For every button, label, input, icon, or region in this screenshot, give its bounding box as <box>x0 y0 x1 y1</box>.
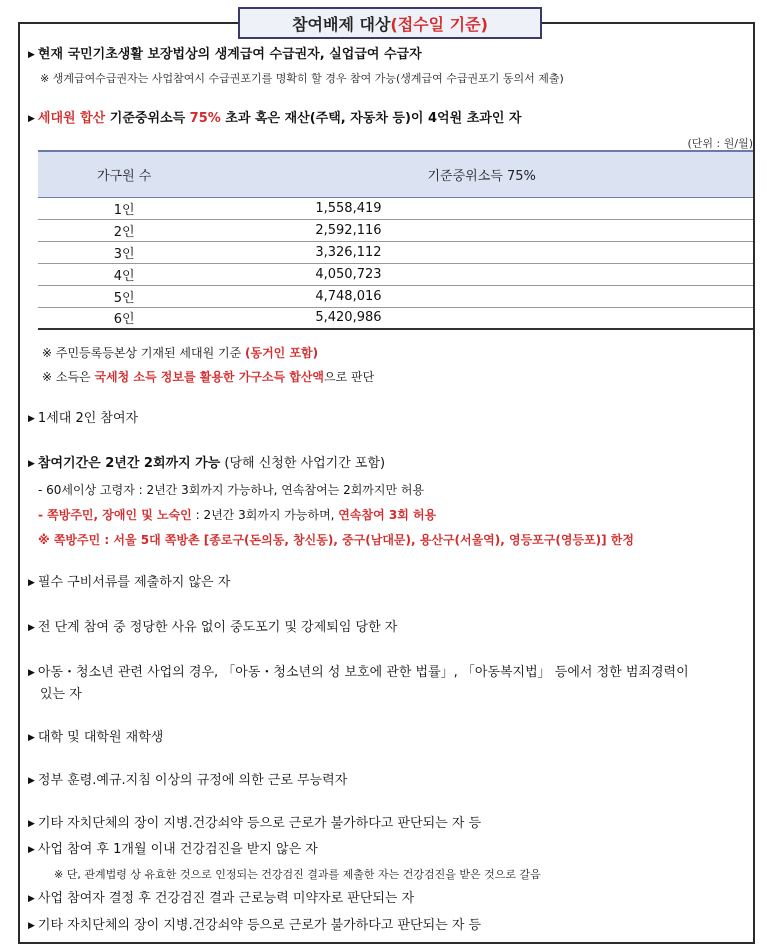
page-title <box>238 7 542 39</box>
item-text: (당해 신청한 사업기간 포함) <box>220 456 386 471</box>
item-text: 아동・청소년 관련 사업의 경우, 「아동・청소년의 성 보호에 관한 법률」, 「아동복지법」 등에서 정한 범죄경력이 <box>37 665 689 680</box>
unit-label: (단위 : 원/월) <box>687 137 753 150</box>
bullet-triangle-icon: ▶ <box>28 623 35 633</box>
item-text: 1세대 2인 참여자 <box>37 411 139 426</box>
item-criminal-record-cont: 있는 자 <box>40 687 82 702</box>
table-header-row <box>38 151 753 197</box>
sub-item-elderly: - 60세이상 고령자 : 2년간 3회까지 가능하나, 연속참여는 2회까지만 허용 <box>38 483 425 497</box>
table-cell: 1,558,419 <box>210 197 753 219</box>
item-income-criteria <box>28 110 521 128</box>
table-cell: 2인 <box>38 219 210 241</box>
table-row <box>38 241 753 263</box>
bullet-triangle-icon: ▶ <box>28 894 35 904</box>
item-text: 전 단계 참여 중 정당한 사유 없이 중도포기 및 강제퇴임 당한 자 <box>37 620 398 635</box>
title-main: 참여배제 대상 <box>292 14 391 34</box>
bullet-triangle-icon: ▶ <box>28 819 35 829</box>
item-text: 사업 참여 후 1개월 이내 건강검진을 받지 않은 자 <box>37 842 318 857</box>
highlight-text: 75% <box>189 111 221 126</box>
item-text: 기타 자치단체의 장이 지병.건강쇠약 등으로 근로가 불가하다고 판단되는 자 등 <box>37 918 482 933</box>
highlight-text: (동거인 포함) <box>245 346 319 360</box>
table-cell: 6인 <box>38 307 210 329</box>
bullet-triangle-icon: ▶ <box>28 668 35 678</box>
item-students <box>28 729 163 747</box>
item-weak-capacity <box>28 890 414 908</box>
item-text: 정부 훈령.예규.지침 이상의 규정에 의한 근로 무능력자 <box>37 773 348 788</box>
table-cell: 4인 <box>38 263 210 285</box>
bullet-triangle-icon: ▶ <box>28 776 35 786</box>
bullet-triangle-icon: ▶ <box>28 578 35 588</box>
item-criminal-record <box>28 664 689 682</box>
sub-item-jjokbang-note: ※ 쪽방주민 : 서울 5대 쪽방촌 [종로구(돈의동, 창신동), 중구(남대문), 용산구(서울역), 영등포구(영등포)] 한정 <box>38 533 634 547</box>
highlight-text: 국세청 소득 정보를 활용한 가구소득 합산액 <box>94 370 325 384</box>
table-row <box>38 197 753 219</box>
item-dropout <box>28 619 397 637</box>
table-cell: 3인 <box>38 241 210 263</box>
highlight-text: 세대원 합산 <box>37 111 106 126</box>
item-incapable <box>28 772 347 790</box>
highlight-text: - 쪽방주민, 장애인 및 노숙인 <box>38 508 192 522</box>
sub-item-vulnerable <box>38 507 436 524</box>
item-note: ※ 생계급여수급권자는 사업참여시 수급권포기를 명확히 할 경우 참여 가능(생계급여 수급권포기 동의서 제출) <box>40 72 564 85</box>
table-row <box>38 307 753 329</box>
note-text: ※ 주민등록등본상 기재된 세대원 기준 <box>42 346 246 360</box>
bullet-triangle-icon: ▶ <box>28 50 35 60</box>
bullet-triangle-icon: ▶ <box>28 414 35 424</box>
item-text: 현재 국민기초생활 보장법상의 생계급여 수급권자, 실업급여 수급자 <box>37 47 422 62</box>
header-household-size: 가구원 수 <box>38 151 210 197</box>
item-missing-documents <box>28 574 230 592</box>
bullet-triangle-icon: ▶ <box>28 921 35 931</box>
item-participation-period <box>28 455 385 473</box>
item-one-per-household <box>28 410 138 428</box>
note-text: 으로 판단 <box>324 370 375 384</box>
table-cell: 1인 <box>38 197 210 219</box>
table-row <box>38 285 753 307</box>
table-note-household <box>42 345 318 362</box>
bullet-triangle-icon: ▶ <box>28 114 35 124</box>
item-text: 초과 혹은 재산(주택, 자동차 등)이 4억원 초과인 자 <box>220 111 522 126</box>
table-note-income <box>42 369 374 386</box>
bullet-triangle-icon: ▶ <box>28 459 35 469</box>
item-text: 참여기간은 2년간 2회까지 가능 <box>37 456 221 471</box>
table-cell: 5,420,986 <box>210 307 753 329</box>
table-cell: 4,748,016 <box>210 285 753 307</box>
sub-item-text: : 2년간 3회까지 가능하며, <box>191 508 339 522</box>
item-note: ※ 단, 관계법령 상 유효한 것으로 인정되는 건강검진 결과를 제출한 자는 건강검진을 받은 것으로 갈음 <box>54 868 541 881</box>
item-text: 필수 구비서류를 제출하지 않은 자 <box>37 575 231 590</box>
note-text: ※ 소득은 <box>42 370 95 384</box>
income-table <box>38 150 753 330</box>
table-row <box>38 219 753 241</box>
bullet-triangle-icon: ▶ <box>28 845 35 855</box>
item-health-judgment <box>28 815 481 833</box>
table-row <box>38 263 753 285</box>
table-cell: 5인 <box>38 285 210 307</box>
table-cell: 3,326,112 <box>210 241 753 263</box>
title-highlight: (접수일 기준) <box>390 14 488 34</box>
header-median-income: 기준중위소득 75% <box>210 151 753 197</box>
item-text: 사업 참여자 결정 후 건강검진 결과 근로능력 미약자로 판단되는 자 <box>37 891 415 906</box>
item-text: 대학 및 대학원 재학생 <box>37 730 164 745</box>
item-text: 기타 자치단체의 장이 지병.건강쇠약 등으로 근로가 불가하다고 판단되는 자 등 <box>37 816 482 831</box>
item-livelihood-recipients <box>28 46 422 64</box>
item-text: 기준중위소득 <box>105 111 190 126</box>
highlight-text: 연속참여 3회 허용 <box>338 508 437 522</box>
table-cell: 4,050,723 <box>210 263 753 285</box>
item-health-checkup <box>28 841 318 859</box>
bullet-triangle-icon: ▶ <box>28 733 35 743</box>
table-cell: 2,592,116 <box>210 219 753 241</box>
item-health-judgment-repeat <box>28 917 481 935</box>
